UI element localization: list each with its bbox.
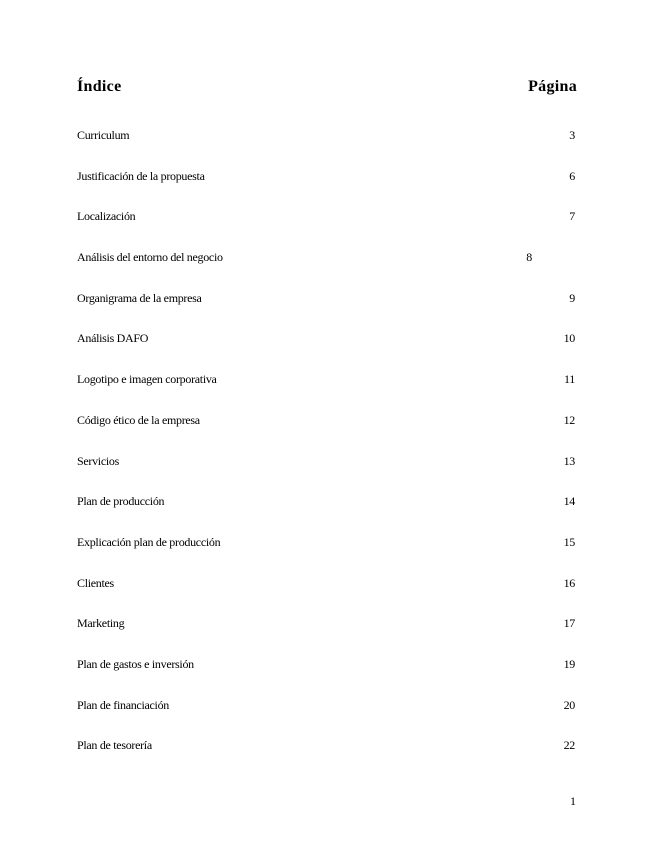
toc-entry-page: 13 [563, 453, 575, 468]
toc-entry-title: Análisis DAFO [77, 331, 149, 346]
toc-entry-page: 6 [569, 168, 575, 183]
toc-entry-page: 19 [563, 656, 575, 671]
toc-entry [77, 250, 575, 291]
toc-entry [77, 331, 575, 372]
toc-entry-title: Justificación de la propuesta [77, 168, 205, 183]
toc-entry [77, 535, 575, 576]
toc-entry [77, 576, 575, 617]
toc-entry-title: Logotipo e imagen corporativa [77, 372, 217, 387]
toc-entry-page: 12 [563, 412, 575, 427]
toc-entry [77, 738, 575, 779]
toc-entry-title: Código ético de la empresa [77, 412, 200, 427]
table-of-contents [77, 128, 575, 779]
toc-entry-page: 9 [569, 290, 575, 305]
footer-page-number: 1 [570, 794, 576, 808]
toc-entry-title: Marketing [77, 616, 125, 631]
toc-entry-title: Servicios [77, 453, 119, 468]
toc-entry-title: Organigrama de la empresa [77, 290, 202, 305]
toc-entry [77, 128, 575, 169]
toc-entry-title: Plan de producción [77, 494, 165, 509]
toc-entry-page: 17 [563, 616, 575, 631]
toc-entry-page: 7 [569, 209, 575, 224]
toc-entry [77, 657, 575, 698]
toc-entry-title: Localización [77, 209, 136, 224]
toc-entry [77, 698, 575, 739]
toc-entry [77, 291, 575, 332]
toc-entry-title: Curriculum [77, 128, 130, 142]
toc-entry-page: 10 [563, 331, 575, 346]
toc-entry-title: Explicación plan de producción [77, 534, 221, 549]
toc-entry [77, 209, 575, 250]
page-column-heading: Página [528, 78, 577, 95]
toc-entry-title: Plan de tesorería [77, 738, 152, 753]
toc-entry-title: Plan de gastos e inversión [77, 656, 194, 671]
toc-entry [77, 494, 575, 535]
toc-entry-title: Clientes [77, 575, 114, 590]
index-heading: Índice [77, 78, 122, 95]
toc-entry-page: 15 [563, 534, 575, 549]
toc-entry-page: 20 [563, 697, 575, 712]
toc-entry [77, 372, 575, 413]
toc-entry-title: Análisis del entorno del negocio [77, 250, 223, 265]
toc-entry [77, 169, 575, 210]
toc-entry [77, 616, 575, 657]
toc-entry-page: 22 [563, 738, 575, 753]
toc-entry-page: 3 [569, 128, 575, 142]
toc-entry-title: Plan de financiación [77, 697, 169, 712]
toc-header [77, 78, 577, 98]
toc-entry-page: 11 [564, 372, 575, 387]
toc-entry-page: 8 [526, 250, 532, 265]
toc-entry [77, 413, 575, 454]
toc-entry-page: 16 [563, 575, 575, 590]
toc-entry [77, 454, 575, 495]
toc-entry-page: 14 [563, 494, 575, 509]
